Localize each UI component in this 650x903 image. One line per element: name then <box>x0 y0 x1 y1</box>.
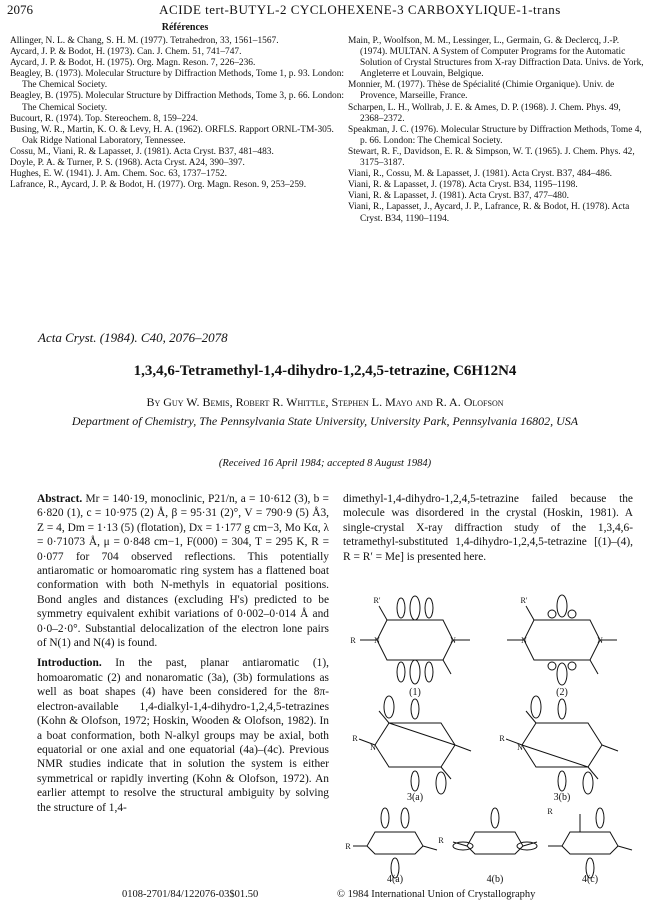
atom-n-2-left: N <box>521 636 527 645</box>
reference-entry: Hughes, E. W. (1941). J. Am. Chem. Soc. 63, 1737–1752. <box>10 169 227 180</box>
reference-entry: Aycard, J. P. & Bodot, H. (1975). Org. Magn. Reson. 7, 226–236. <box>10 58 256 69</box>
atom-rprime-2: R′ <box>520 596 528 605</box>
reference-entry: Bucourt, R. (1974). Top. Stereochem. 8, 159–224. <box>10 113 198 124</box>
introduction-paragraph <box>37 656 329 814</box>
reference-entry: Viani, R. & Lapasset, J. (1981). Acta Cryst. B37, 477–480. <box>348 191 570 202</box>
reference-entry: Scharpen, L. H., Wollrab, J. E. & Ames, D. P. (1968). J. Chem. Phys. 49, 2368–2372. <box>348 102 621 124</box>
reference-entry: Viani, R. & Lapasset, J. (1978). Acta Cryst. B34, 1195–1198. <box>348 180 578 191</box>
label-structure-1: (1) <box>409 687 421 698</box>
running-title: ACIDE tert-BUTYL-2 CYCLOHEXENE-3 CARBOXYLIQUE-1-trans <box>159 2 561 17</box>
structure-4b <box>453 808 537 854</box>
atom-n-3b: N <box>517 743 523 752</box>
journal-reference: Acta Cryst. (1984). C40, 2076–2078 <box>38 330 228 345</box>
atom-r-4a: R <box>345 842 351 851</box>
introduction-text: In the past, planar antiaromatic (1), homoaromatic (2) and nonaromatic (3a), (3b) formulations as well as boat shapes (4) have been considered for the 8π-electron-available 1,4-dialkyl-1,4-dihydro-1,2,4,5-tetrazines (Kohn & Olofson, 1972; Hoskin, Wooden & Olofson, 1982). In a boat conformation, both N-alkyl groups may be axial, both equatorial or one axial and one equatorial (4a)–(4c). Previous NMR studies indicate that in solution the system is either symmetrical or rapidly inverting (Kohn & Olofson, 1972). An earlier attempt to resolve the structural ambiguity by solving the structure of 1,4- <box>37 657 329 814</box>
reference-entry: Viani, R., Lapasset, J., Aycard, J. P., Lafrance, R. & Bodot, H. (1978). Acta Cryst. B34, 1190–1194. <box>348 202 630 224</box>
label-structure-4c: 4(c) <box>581 874 599 885</box>
footer-code: 0108-2701/84/122076-03$01.50 <box>122 889 259 900</box>
footer-copyright: © 1984 International Union of Crystallography <box>337 889 536 900</box>
label-structure-2: (2) <box>556 687 568 698</box>
article-title: 1,3,4,6-Tetramethyl-1,4-dihydro-1,2,4,5-tetrazine, C6H12N4 <box>133 363 517 379</box>
abstract-text: Mr = 140·19, monoclinic, P21/n, a = 10·612 (3), b = 6·820 (1), c = 10·975 (2) Å, β = 95·31 (2)°, V = 790·9 (5) Å3, Z = 4, Dm = 1·13 (5) (flotation), Dx = 1·177 g cm−3, Mo Kα, λ = 0·71073 Å, μ = 0·848 cm−1, F(000) = 304, T = 295 K, R = 0·077 for 704 observed reflections. This potentially antiaromatic or homoaromatic ring system has a flattened boat conformation with both N-methyls in equatorial positions. Bond angles and distances (excluding H's) predicted to be symmetry equivalent exhibit variations of 0·002–0·014 Å and 0·0–2·0°. Substantial delocalization of the electron lone pairs of N(1) and N(4) is found. <box>37 493 329 650</box>
right-column-text: dimethyl-1,4-dihydro-1,2,4,5-tetrazine failed because the molecule was disordered in the crystal (Hoskin, 1981). A single-crystal X-ray diffraction study of the 1,3,4,6-tetramethyl-substituted 1,4-dihydro-1,2,4,5-tetrazine [(1)–(4), R = R′ = Me] is presented here. <box>343 493 633 563</box>
label-structure-3b: 3(b) <box>553 792 571 803</box>
tetrazine-structures-svg <box>340 585 640 885</box>
atom-rprime-1: R′ <box>373 596 381 605</box>
reference-entry: Speakman, J. C. (1976). Molecular Structure by Diffraction Methods, Tome 4, p. 66. London: The Chemical Society. <box>348 124 642 146</box>
structure-4a <box>353 808 437 878</box>
authors: By Guy W. Bemis, Robert R. Whittle, Stephen L. Mayo and R. A. Olofson <box>146 395 504 409</box>
introduction-lead: Introduction. <box>37 657 102 670</box>
affiliation: Department of Chemistry, The Pennsylvania State University, University Park, Pennsylvania 16802, USA <box>71 414 579 428</box>
atom-r-1: R <box>350 636 356 645</box>
reference-entry: Stewart, R. F., Davidson, E. R. & Simpson, W. T. (1965). J. Chem. Phys. 42, 3175–3187. <box>348 146 635 169</box>
atom-r-4b: R <box>438 836 444 845</box>
right-column-body <box>343 492 633 564</box>
reference-entry: Allinger, N. L. & Chang, S. H. M. (1977). Tetrahedron, 33, 1561–1567. <box>10 36 279 46</box>
atom-n-2-right: N <box>597 636 603 645</box>
reference-entry: Cossu, M., Viani, R. & Lapasset, J. (1981). Acta Cryst. B37, 481–483. <box>10 146 274 157</box>
atom-r-3b: R <box>499 734 505 743</box>
atom-n-3a: N <box>370 743 376 752</box>
references-right-column <box>348 36 644 225</box>
reference-entry: Beagley, B. (1973). Molecular Structure by Diffraction Methods, Tome 1, p. 93. London: The Chemical Society. <box>10 69 345 91</box>
structure-diagrams-figure <box>340 585 640 890</box>
references-left-column <box>10 36 345 191</box>
atom-n-1-left: N <box>374 636 380 645</box>
references-heading: Références <box>161 22 209 33</box>
reference-entry: Aycard, J. P. & Bodot, H. (1973). Can. J. Chem. 51, 741–747. <box>10 47 242 58</box>
atom-r-4c: R <box>547 807 553 816</box>
reference-entry: Main, P., Woolfson, M. M., Lessinger, L., Germain, G. & Declercq, J.-P. (1974). MULTAN. A System of Computer Programs for the Automatic Solution of Crystal Structures from X-ray Diffraction Data. Univs. de York, Angleterre et Louvain, Belgique. <box>348 36 644 80</box>
label-structure-3a: 3(a) <box>406 792 424 803</box>
label-structure-4a: 4(a) <box>386 874 404 885</box>
reference-entry: Beagley, B. (1975). Molecular Structure by Diffraction Methods, Tome 3, p. 66. London: The Chemical Society. <box>10 91 345 113</box>
page-number: 2076 <box>7 2 33 17</box>
received-dates: (Received 16 April 1984; accepted 8 August 1984) <box>218 458 432 469</box>
reference-entry: Lafrance, R., Aycard, J. P. & Bodot, H. (1977). Org. Magn. Reson. 9, 253–259. <box>10 180 307 191</box>
reference-entry: Monnier, M. (1977). Thèse de Spécialité (Chimie Organique). Univ. de Provence, Marseille, France. <box>348 80 615 102</box>
atom-n-1-right: N <box>450 636 456 645</box>
reference-entry: Busing, W. R., Martin, K. O. & Levy, H. A. (1962). ORFLS. Rapport ORNL-TM-305. Oak Ridge National Laboratory, Tennessee. <box>10 124 334 146</box>
reference-entry: Doyle, P. A. & Turner, P. S. (1968). Acta Cryst. A24, 390–397. <box>10 158 245 169</box>
left-column-body <box>37 492 329 815</box>
label-structure-4b: 4(b) <box>486 874 504 885</box>
atom-r-3a: R <box>352 734 358 743</box>
structure-4c <box>548 808 632 878</box>
abstract-lead: Abstract. <box>37 493 83 505</box>
abstract-paragraph <box>37 492 329 650</box>
reference-entry: Viani, R., Cossu, M. & Lapasset, J. (1981). Acta Cryst. B37, 484–486. <box>348 169 613 180</box>
